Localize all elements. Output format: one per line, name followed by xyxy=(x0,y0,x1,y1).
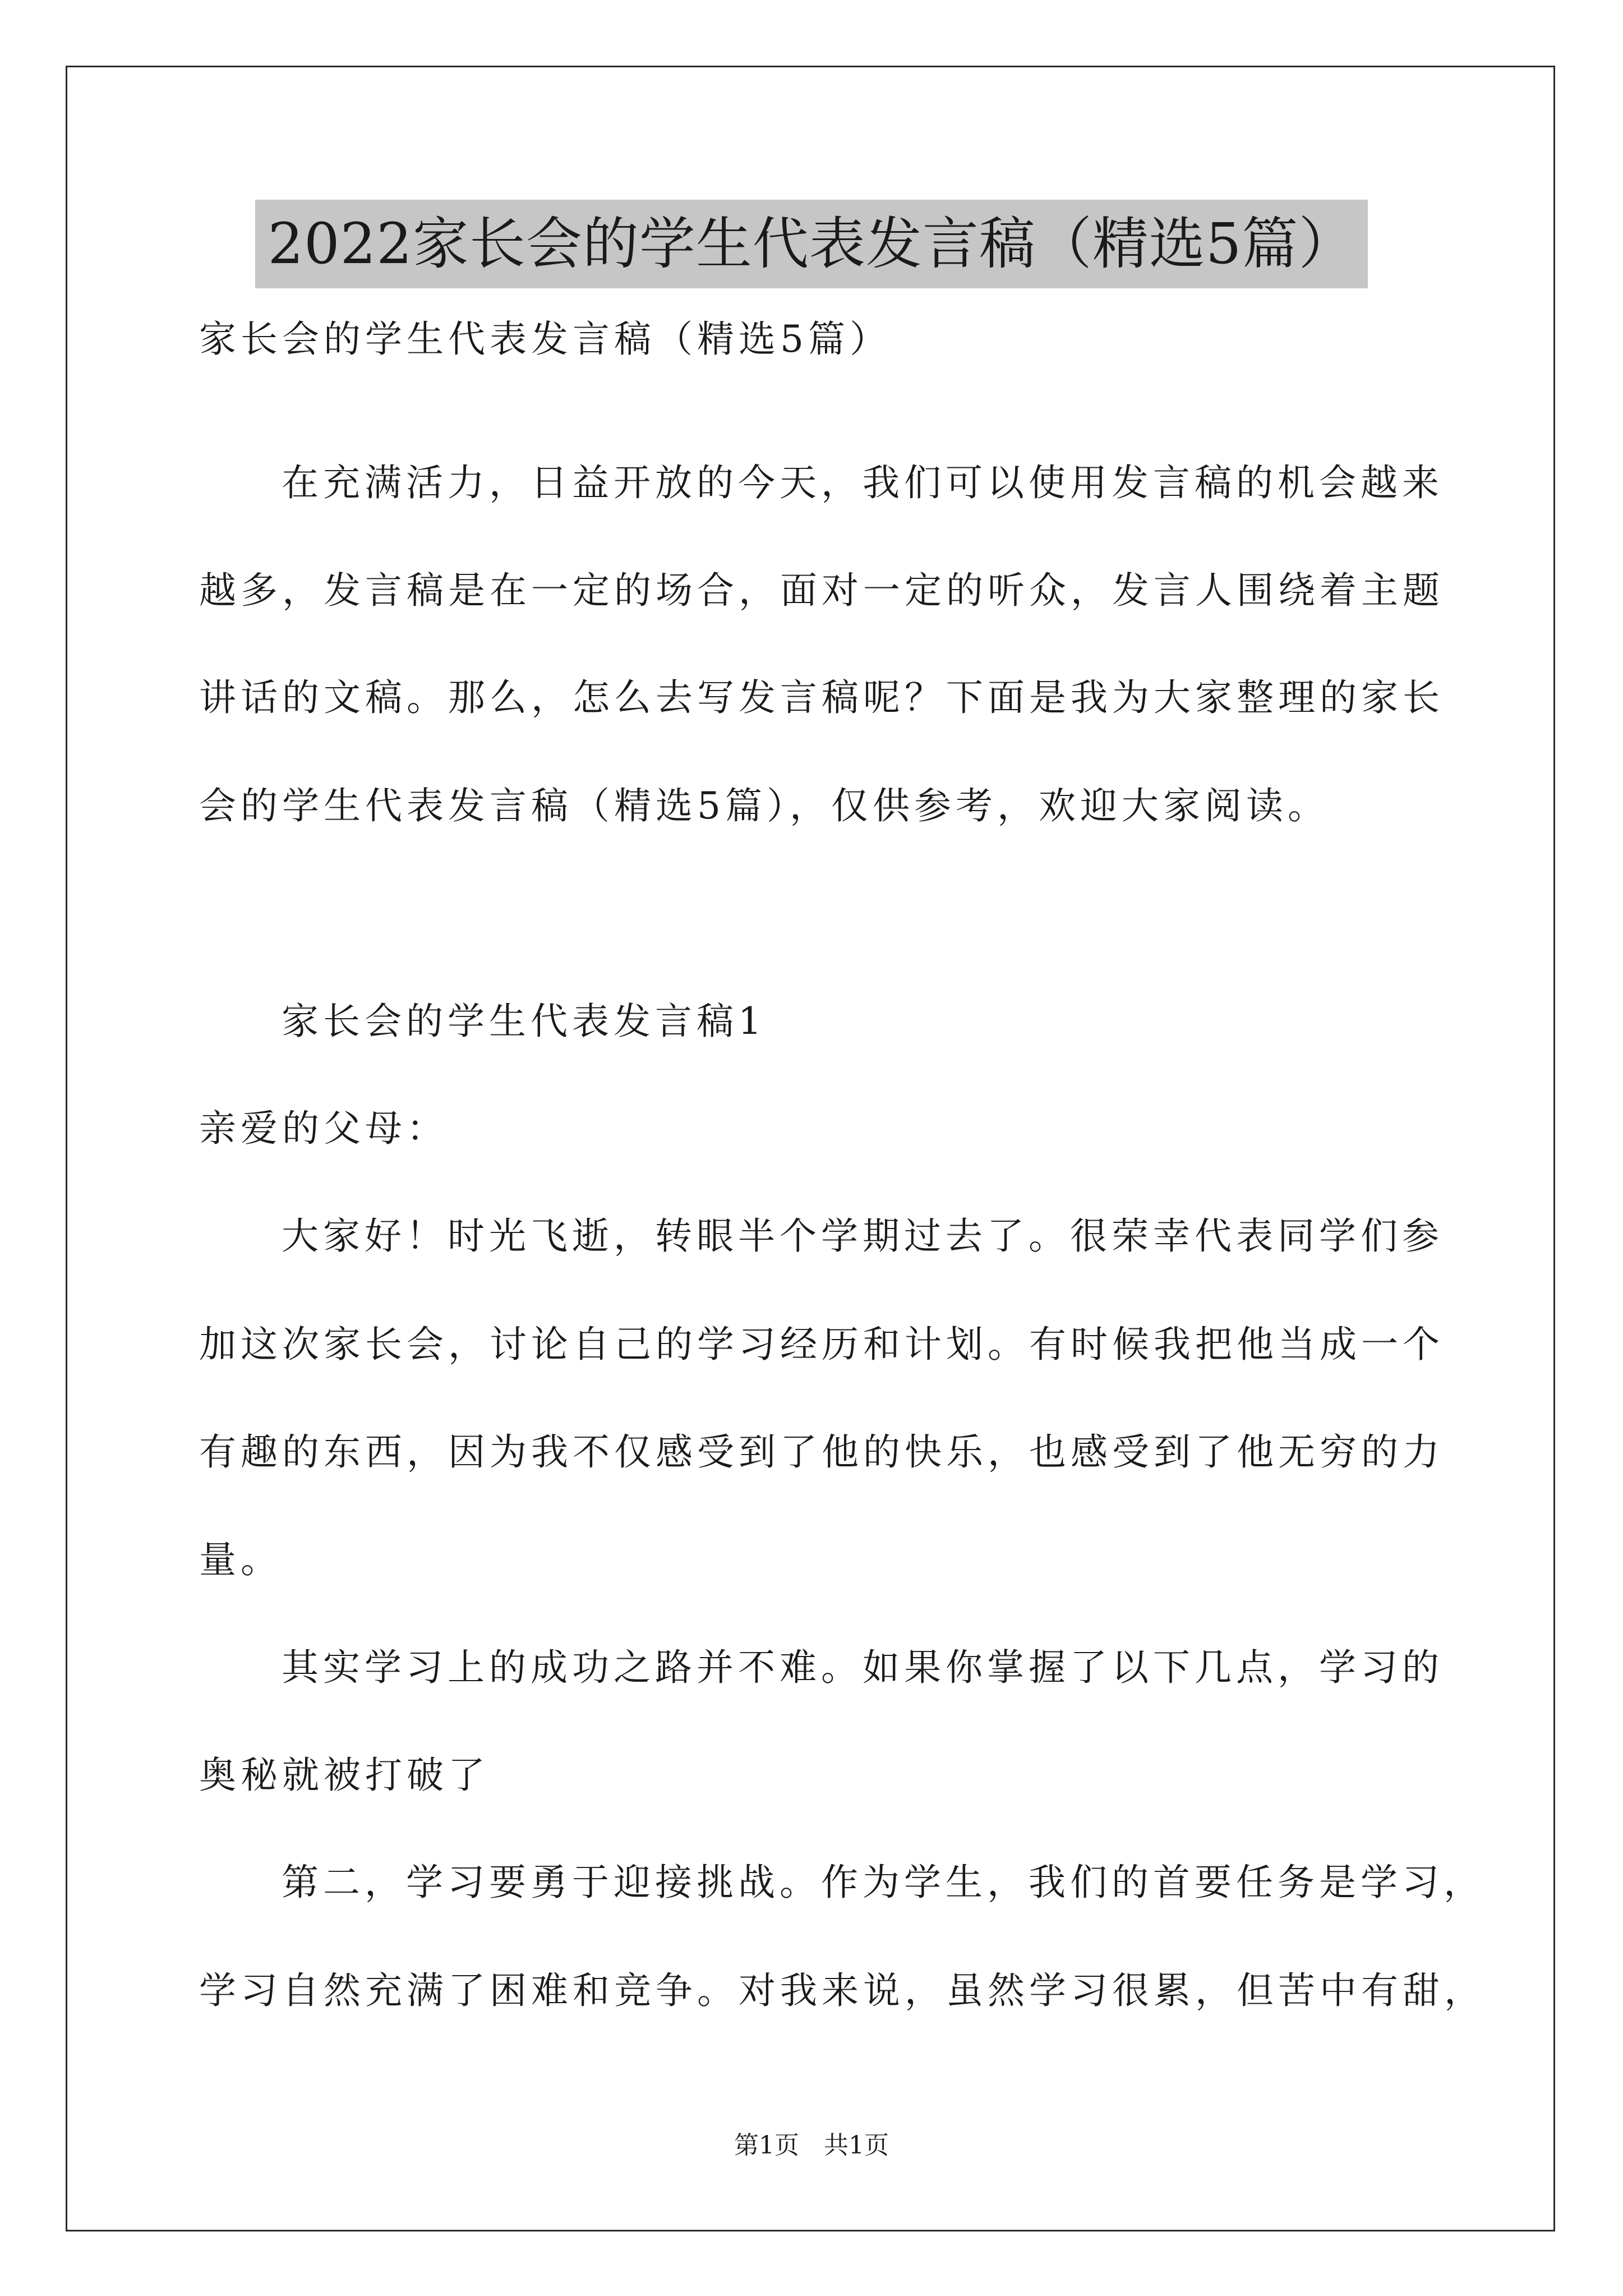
subtitle-line: 家长会的学生代表发言稿（精选5篇） xyxy=(199,318,891,361)
section-heading: 家长会的学生代表发言稿1 xyxy=(282,1000,766,1043)
title-container xyxy=(0,200,1623,288)
paragraph-line: 会的学生代表发言稿（精选5篇），仅供参考，欢迎大家阅读。 xyxy=(199,784,1329,827)
paragraph-line: 大家好！时光飞逝，转眼半个学期过去了。很荣幸代表同学们参 xyxy=(282,1214,1444,1258)
paragraph-line: 在充满活力，日益开放的今天，我们可以使用发言稿的机会越来 xyxy=(282,461,1444,504)
salutation-line: 亲爱的父母： xyxy=(199,1107,448,1150)
paragraph-line: 讲话的文稿。那么，怎么去写发言稿呢？下面是我为大家整理的家长 xyxy=(199,676,1444,719)
paragraph-line: 量。 xyxy=(199,1538,282,1581)
page-footer: 第1页 共1页 xyxy=(734,2131,889,2160)
paragraph-line: 第二，学习要勇于迎接挑战。作为学生，我们的首要任务是学习， xyxy=(282,1861,1485,1904)
paragraph-line: 奥秘就被打破了 xyxy=(199,1754,490,1797)
paragraph-line: 有趣的东西，因为我不仅感受到了他的快乐，也感受到了他无穷的力 xyxy=(199,1430,1444,1474)
document-title: 2022家长会的学生代表发言稿（精选5篇） xyxy=(255,200,1367,288)
paragraph-line: 学习自然充满了困难和竞争。对我来说，虽然学习很累，但苦中有甜， xyxy=(199,1969,1486,2012)
paragraph-line: 其实学习上的成功之路并不难。如果你掌握了以下几点，学习的 xyxy=(282,1646,1444,1689)
paragraph-line: 加这次家长会，讨论自己的学习经历和计划。有时候我把他当成一个 xyxy=(199,1323,1444,1366)
paragraph-line: 越多，发言稿是在一定的场合，面对一定的听众，发言人围绕着主题 xyxy=(199,569,1444,612)
